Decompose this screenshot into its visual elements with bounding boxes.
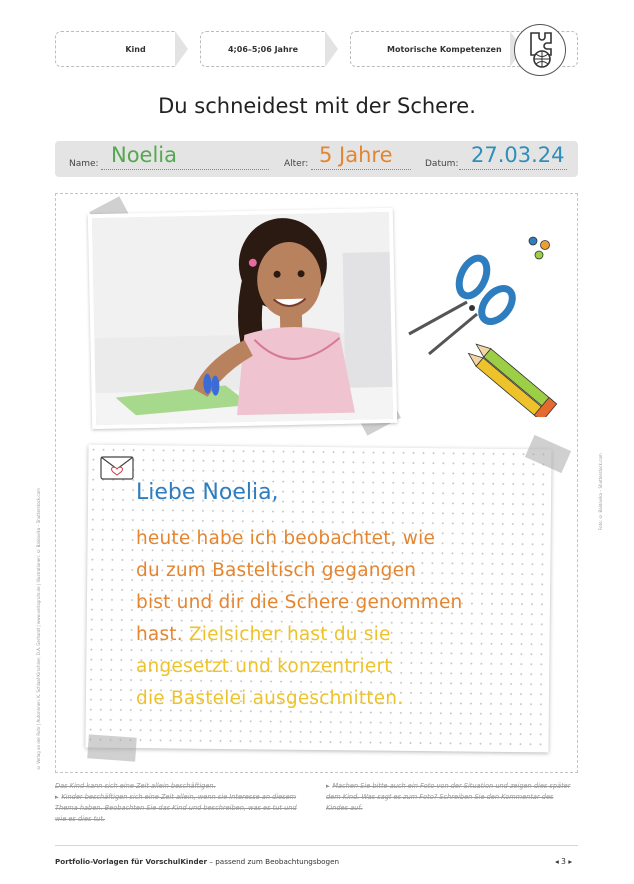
age-value[interactable]: 5 Jahre — [319, 143, 393, 167]
child-photo-image — [92, 212, 393, 425]
name-value[interactable]: Noelia — [111, 143, 178, 167]
step-age-range — [200, 31, 325, 67]
date-label: Datum: — [425, 159, 459, 169]
page-number: ◂ 3 ▸ — [555, 857, 573, 866]
step-child-label: Kind — [125, 44, 146, 54]
side-credit-right: Foto: © Baldovika – Shutterstock.com — [598, 453, 603, 530]
letter-text — [136, 480, 556, 715]
envelope-heart-icon — [100, 456, 134, 480]
side-credit-left: © Verlag an der Ruhr | Autorinnen: K. Schlaaf-Kirschner, D.A. Gerhardt | www.verlagruhr.de | Illustrationen: © Baldovika – Shutterstock.com — [36, 488, 41, 770]
motor-skills-badge-icon — [514, 24, 566, 76]
letter-greeting: Liebe Noelia, — [136, 480, 279, 505]
child-photo — [88, 208, 397, 429]
note-right: ▸ Machen Sie bitte auch ein Foto von der Situation und zeigen dies später dem Kind. Was sagt es zum Foto? Schreiben Sie den Kommentar des Kindes auf. — [326, 782, 571, 812]
note-left-body: Kinder beschäftigen sich eine Zeit allein, wenn sie Interesse an diesem Thema haben. Beobachten Sie das Kind und beschreiben, was es tut und wie es dies tut. — [55, 793, 297, 823]
footer-subtitle: – passend zum Beobachtungsbogen — [207, 857, 340, 866]
tape-letter-bottom — [87, 734, 137, 761]
footer — [55, 857, 339, 866]
step-age-label: 4;06–5;06 Jahre — [227, 44, 299, 54]
page-title: Du schneidest mit der Schere. — [158, 94, 476, 118]
note-left-title: Das Kind kann sich eine Zeit allein beschäftigen. — [55, 782, 216, 790]
step-competence-label: Motorische Kompetenzen — [387, 44, 502, 54]
age-label: Alter: — [284, 159, 309, 169]
letter-line-6: die Bastelei ausgeschnitten. — [136, 688, 404, 709]
letter-line-3: bist und dir die Schere genommen — [136, 592, 463, 613]
date-value[interactable]: 27.03.24 — [471, 143, 565, 167]
letter-line-4a: hast. — [136, 624, 183, 645]
info-bar — [55, 141, 578, 177]
letter-line-4b: Zielsicher hast du sie — [182, 624, 391, 645]
footer-brand: Portfolio-Vorlagen für VorschulKinder — [55, 857, 208, 866]
letter-line-4 — [136, 619, 556, 651]
name-label: Name: — [69, 159, 99, 169]
letter-line-5: angesetzt und konzentriert — [136, 656, 392, 677]
note-left: Das Kind kann sich eine Zeit allein beschäftigen. ▸ Kinder beschäftigen sich eine Zeit allein, wenn sie Interesse an diesem Thema haben. Beobachten Sie das Kind und beschreiben, was es tut und wie es dies tut. — [55, 781, 305, 825]
letter-line-1: heute habe ich beobachtet, wie — [136, 528, 436, 549]
note-right-body: Machen Sie bitte auch ein Foto von der Situation und zeigen dies später dem Kind. Was sagt es zum Foto? Schreiben Sie den Kommentar des Kindes auf. — [326, 782, 571, 812]
scissors-pencils-illustration-icon — [405, 232, 560, 417]
letter-line-2: du zum Basteltisch gegangen — [136, 560, 417, 581]
step-child — [55, 31, 175, 67]
